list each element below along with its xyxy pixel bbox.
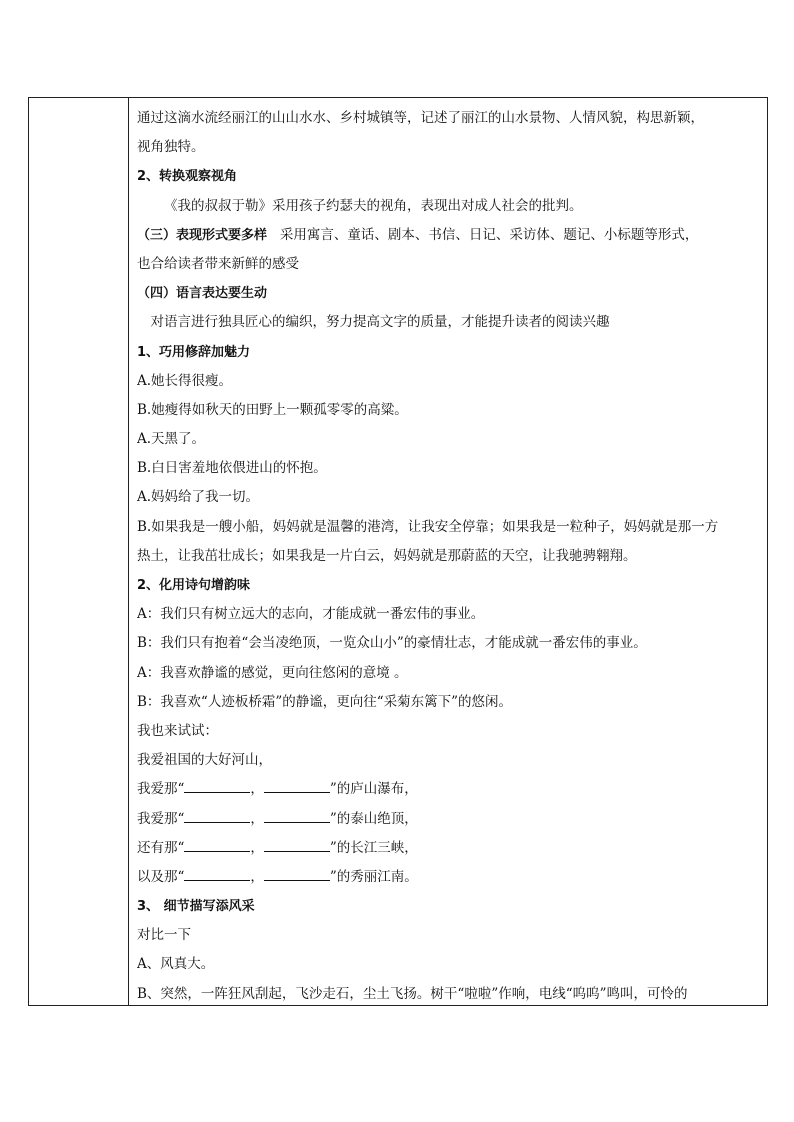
text-span: 我爱那“ xyxy=(137,781,185,798)
text-span: 采用寓言、童话、剧本、书信、日记、采访体、题记、小标题等形式， xyxy=(279,226,699,243)
text-line: B：我喜欢“人迹板桥霜”的静谧，更向往“采菊东篱下”的悠闲。 xyxy=(137,693,513,710)
text-line: A、风真大。 xyxy=(137,956,215,973)
fill-blank-line xyxy=(137,834,761,863)
table-content-cell xyxy=(130,98,767,1005)
blank-field[interactable] xyxy=(184,810,250,823)
text-span: ”的庐山瀑布， xyxy=(329,781,418,798)
text-line: 我爱祖国的大好河山， xyxy=(137,752,272,769)
blank-field[interactable] xyxy=(264,839,330,852)
blank-field[interactable] xyxy=(264,868,330,881)
text-span: ， xyxy=(250,839,264,856)
table-left-column xyxy=(29,98,129,1005)
text-line: A.天黑了。 xyxy=(137,431,206,448)
blank-field[interactable] xyxy=(264,780,330,793)
text-line: 热土，让我茁壮成长；如果我是一片白云，妈妈就是那蔚蓝的天空，让我驰骋翱翔。 xyxy=(137,547,637,564)
section-heading: 1、巧用修辞加魅力 xyxy=(137,344,251,360)
text-line: A.她长得很瘦。 xyxy=(137,372,233,389)
section-heading: （四）语言表达要生动 xyxy=(137,286,268,302)
fill-blank-line xyxy=(137,863,761,892)
text-line: B.白日害羞地依偎进山的怀抱。 xyxy=(137,460,327,477)
text-line: A：我喜欢静谧的感觉，更向往悠闲的意境 。 xyxy=(137,664,408,681)
text-line: 对语言进行独具匠心的编织，努力提高文字的质量，才能提升读者的阅读兴趣 xyxy=(150,314,610,331)
text-line: B、突然，一阵狂风刮起，飞沙走石，尘土飞扬。树干“啦啦”作响，电线“呜呜”鸣叫，可怜的 xyxy=(137,985,688,1002)
section-heading: 2、化用诗句增韵味 xyxy=(137,578,251,593)
blank-field[interactable] xyxy=(184,839,250,852)
text-line: B.如果我是一艘小船，妈妈就是温馨的港湾，让我安全停靠；如果我是一粒种子，妈妈就是那一方 xyxy=(137,518,719,535)
text-line: B：我们只有抱着“会当凌绝顶，一览众山小”的豪情壮志，才能成就一番宏伟的事业。 xyxy=(137,635,647,652)
text-span: 以及那“ xyxy=(137,868,185,885)
text-line: B.她瘦得如秋天的田野上一颗孤零零的高粱。 xyxy=(137,401,408,418)
section-heading: 2、转换观察视角 xyxy=(137,169,238,185)
fill-blank-line xyxy=(137,805,761,834)
lesson-table xyxy=(28,97,768,1006)
section-heading: 3、 细节描写添风采 xyxy=(137,899,255,915)
text-span: ， xyxy=(250,868,264,885)
fill-blank-line xyxy=(137,775,761,804)
text-span: 还有那“ xyxy=(137,839,185,856)
text-line: 对比一下 xyxy=(137,927,191,944)
text-line xyxy=(137,221,761,250)
text-span: ， xyxy=(250,781,264,798)
text-line: 《我的叔叔于勒》采用孩子约瑟夫的视角，表现出对成人社会的批判。 xyxy=(164,197,583,214)
text-line: A：我们只有树立远大的志向，才能成就一番宏伟的事业。 xyxy=(137,606,485,623)
blank-field[interactable] xyxy=(184,780,250,793)
section-heading: （三）表现形式要多样 xyxy=(137,227,268,243)
text-span: 我爱那“ xyxy=(137,810,185,827)
text-span: ， xyxy=(250,810,264,827)
blank-field[interactable] xyxy=(264,810,330,823)
text-line: 我也来试试： xyxy=(137,722,218,739)
text-span: ”的泰山绝顶， xyxy=(329,810,418,827)
text-line: 通过这滴水流经丽江的山山水水、乡村城镇等，记述了丽江的山水景物、人情风貌，构思新颖， xyxy=(137,110,704,126)
text-line: 也合给读者带来新鲜的感受 xyxy=(137,255,299,272)
text-span: ”的长江三峡， xyxy=(329,839,418,856)
text-span: ”的秀丽江南。 xyxy=(329,868,418,885)
blank-field[interactable] xyxy=(184,868,250,881)
text-line: 视角独特。 xyxy=(137,139,205,156)
text-line: A.妈妈给了我一切。 xyxy=(137,489,260,506)
